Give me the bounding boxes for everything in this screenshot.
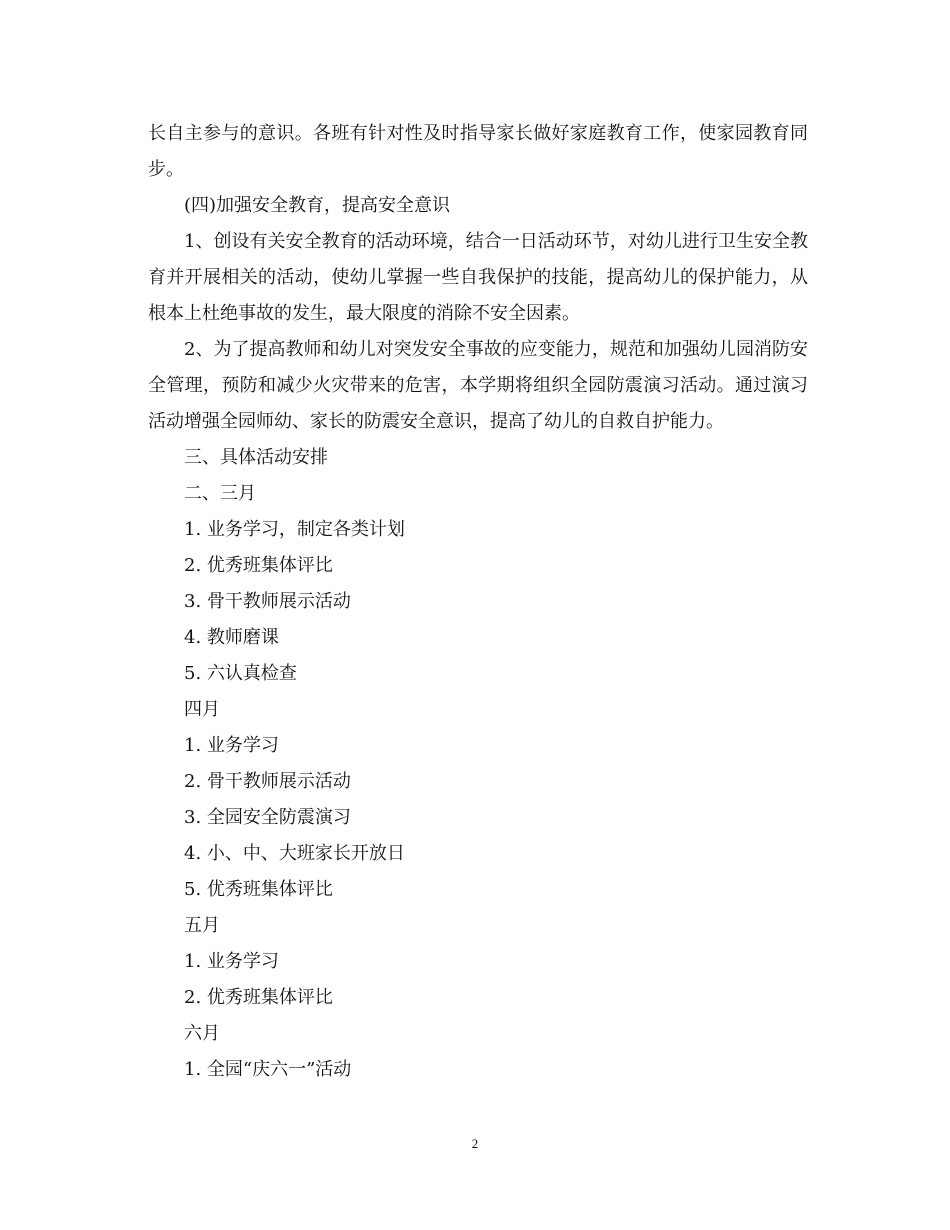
list-item: 1. 全园“庆六一”活动 xyxy=(184,1059,352,1080)
list-item: 3. 全园安全防震演习 xyxy=(184,807,351,828)
paragraph-continuation: 长自主参与的意识。各班有针对性及时指导家长做好家庭教育工作，使家园教育同步。 xyxy=(148,123,808,180)
section-heading-safety: (四)加强安全教育，提高安全意识 xyxy=(184,195,451,216)
list-item: 4. 教师磨课 xyxy=(184,627,279,648)
list-item: 2. 优秀班集体评比 xyxy=(184,987,333,1008)
list-item: 5. 优秀班集体评比 xyxy=(184,879,333,900)
page-number: 2 xyxy=(471,1136,479,1151)
list-item: 5. 六认真检查 xyxy=(184,663,297,684)
list-item: 1. 业务学习 xyxy=(184,951,279,972)
paragraph-safety-environment: 1、创设有关安全教育的活动环境，结合一日活动环节，对幼儿进行卫生安全教育并开展相关的活动，使幼儿掌握一些自我保护的技能，提高幼儿的保护能力，从根本上杜绝事故的发生，最大限度的消除不安全因素。 xyxy=(148,231,808,324)
list-item: 4. 小、中、大班家长开放日 xyxy=(184,843,405,864)
month-heading-june: 六月 xyxy=(184,1023,220,1044)
list-item: 1. 业务学习 xyxy=(184,735,279,756)
section-heading-schedule: 三、具体活动安排 xyxy=(184,447,328,468)
list-item: 2. 骨干教师展示活动 xyxy=(184,771,351,792)
paragraph-fire-drill: 2、为了提高教师和幼儿对突发安全事故的应变能力，规范和加强幼儿园消防安全管理，预防和减少火灾带来的危害，本学期将组织全园防震演习活动。通过演习活动增强全园师幼、家长的防震安全意识，提高了幼儿的自救自护能力。 xyxy=(148,339,808,432)
month-heading-april: 四月 xyxy=(184,699,220,720)
body-text xyxy=(148,116,808,1088)
month-heading-may: 五月 xyxy=(184,915,220,936)
list-item: 2. 优秀班集体评比 xyxy=(184,555,333,576)
list-item: 3. 骨干教师展示活动 xyxy=(184,591,351,612)
list-item: 1. 业务学习，制定各类计划 xyxy=(184,519,405,540)
month-heading-feb-mar: 二、三月 xyxy=(184,483,256,504)
